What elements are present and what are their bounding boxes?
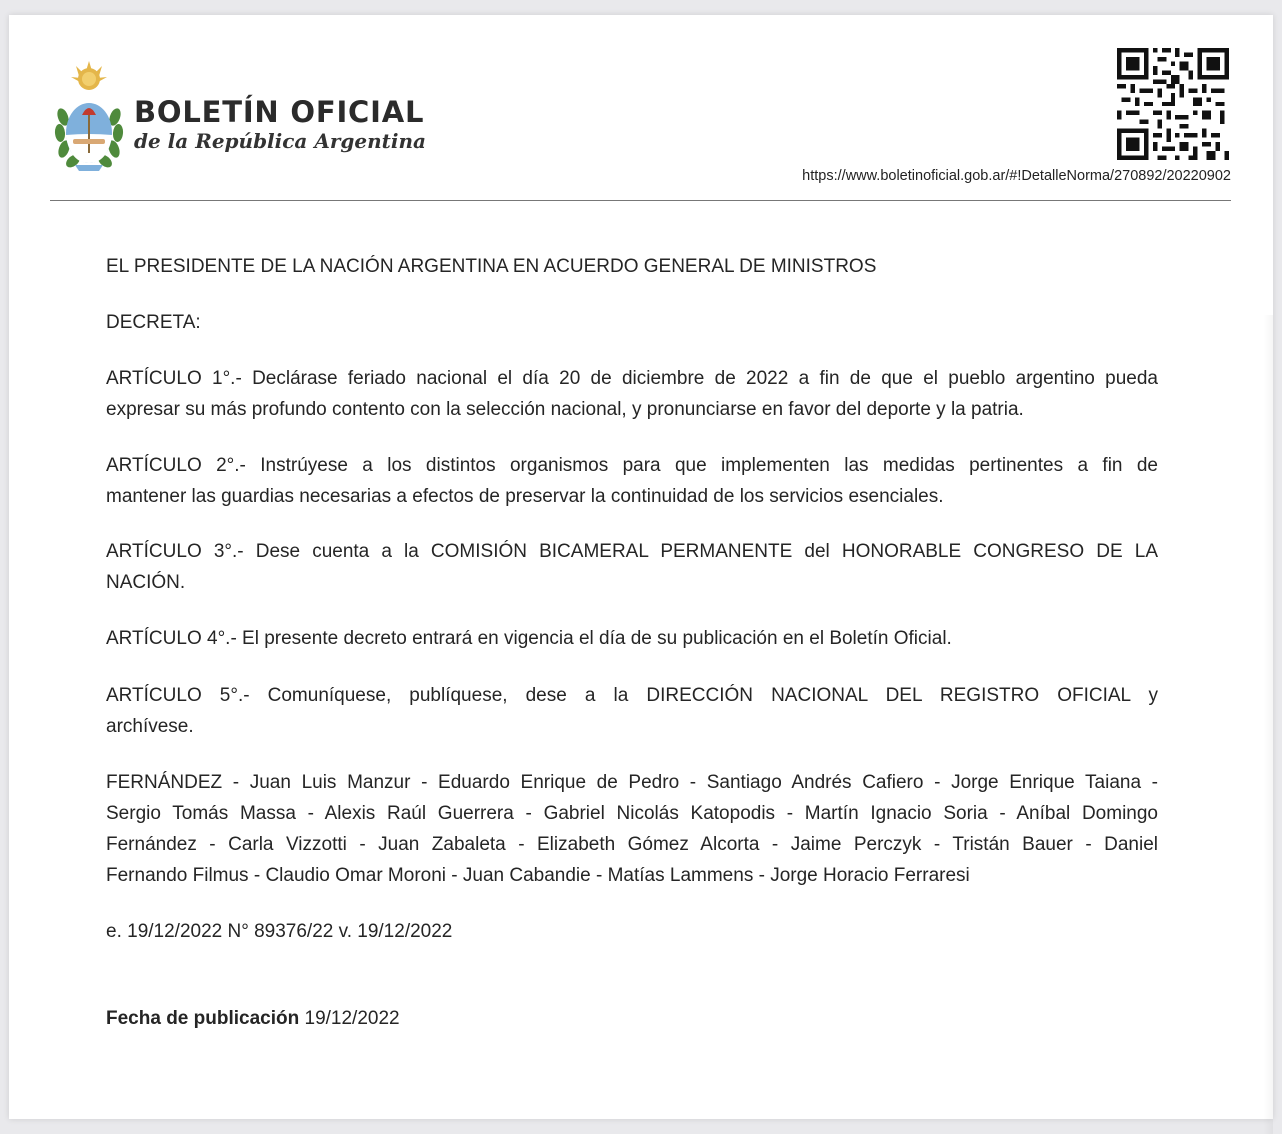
page-edge-shadow [1263, 315, 1273, 1134]
signatures-line-3: Fernández - Carla Vizzotti - Juan Zabaleta - Elizabeth Gómez Alcorta - Jaime Perczyk - Tristán Bauer - Daniel [106, 834, 1158, 855]
coat-of-arms-emblem [51, 57, 127, 175]
bulletin-subtitle: de la República Argentina [134, 129, 426, 153]
article-3 [106, 536, 1158, 598]
article-4-line-1: ARTÍCULO 4°.- El presente decreto entrará en vigencia el día de su publicación en el Boletín Oficial. [106, 628, 952, 649]
article-3-line-1: ARTÍCULO 3°.- Dese cuenta a la COMISIÓN BICAMERAL PERMANENTE del HONORABLE CONGRESO DE LA [106, 541, 1158, 562]
signatures-line-4: Fernando Filmus - Claudio Omar Moroni - Juan Cabandie - Matías Lammens - Jorge Horacio Ferraresi [106, 865, 970, 886]
article-2-line-1: ARTÍCULO 2°.- Instrúyese a los distintos organismos para que implementen las medidas pertinentes a fin de [106, 455, 1158, 476]
signatures-line-2: Sergio Tomás Massa - Alexis Raúl Guerrera - Gabriel Nicolás Katopodis - Martín Ignacio Soria - Aníbal Domingo [106, 803, 1158, 824]
article-5 [106, 680, 1158, 742]
publication-date-line [106, 1003, 1158, 1034]
qr-code [1117, 48, 1229, 160]
article-2-line-2: mantener las guardias necesarias a efectos de preservar la continuidad de los servicios esenciales. [106, 486, 944, 507]
publication-date: 19/12/2022 [304, 1008, 400, 1029]
decree-preamble: EL PRESIDENTE DE LA NACIÓN ARGENTINA EN ACUERDO GENERAL DE MINISTROS [106, 256, 877, 277]
header-divider [50, 200, 1231, 201]
article-3-line-2: NACIÓN. [106, 572, 186, 593]
article-5-line-2: archívese. [106, 716, 194, 737]
signatures-line-1: FERNÁNDEZ - Juan Luis Manzur - Eduardo Enrique de Pedro - Santiago Andrés Cafiero - Jorge Enrique Taiana - [106, 772, 1158, 793]
bulletin-title: BOLETÍN OFICIAL [134, 95, 425, 129]
article-1-line-1: ARTÍCULO 1°.- Declárase feriado nacional el día 20 de diciembre de 2022 a fin de que el pueblo argentino pueda [106, 368, 1158, 389]
article-2 [106, 450, 1158, 512]
publication-label: Fecha de publicación [106, 1008, 300, 1029]
decreta-heading: DECRETA: [106, 312, 201, 333]
article-1 [106, 363, 1158, 425]
norm-url[interactable]: https://www.boletinoficial.gob.ar/#!DetalleNorma/270892/20220902 [802, 168, 1231, 184]
article-4 [106, 623, 1158, 654]
article-1-line-2: expresar su más profundo contento con la selección nacional, y pronunciarse en favor del deporte y la patria. [106, 399, 1024, 420]
article-5-line-1: ARTÍCULO 5°.- Comuníquese, publíquese, dese a la DIRECCIÓN NACIONAL DEL REGISTRO OFICIAL y [106, 685, 1158, 706]
document-page [9, 15, 1273, 1119]
edition-line: e. 19/12/2022 N° 89376/22 v. 19/12/2022 [106, 921, 453, 942]
signatures [106, 767, 1158, 891]
